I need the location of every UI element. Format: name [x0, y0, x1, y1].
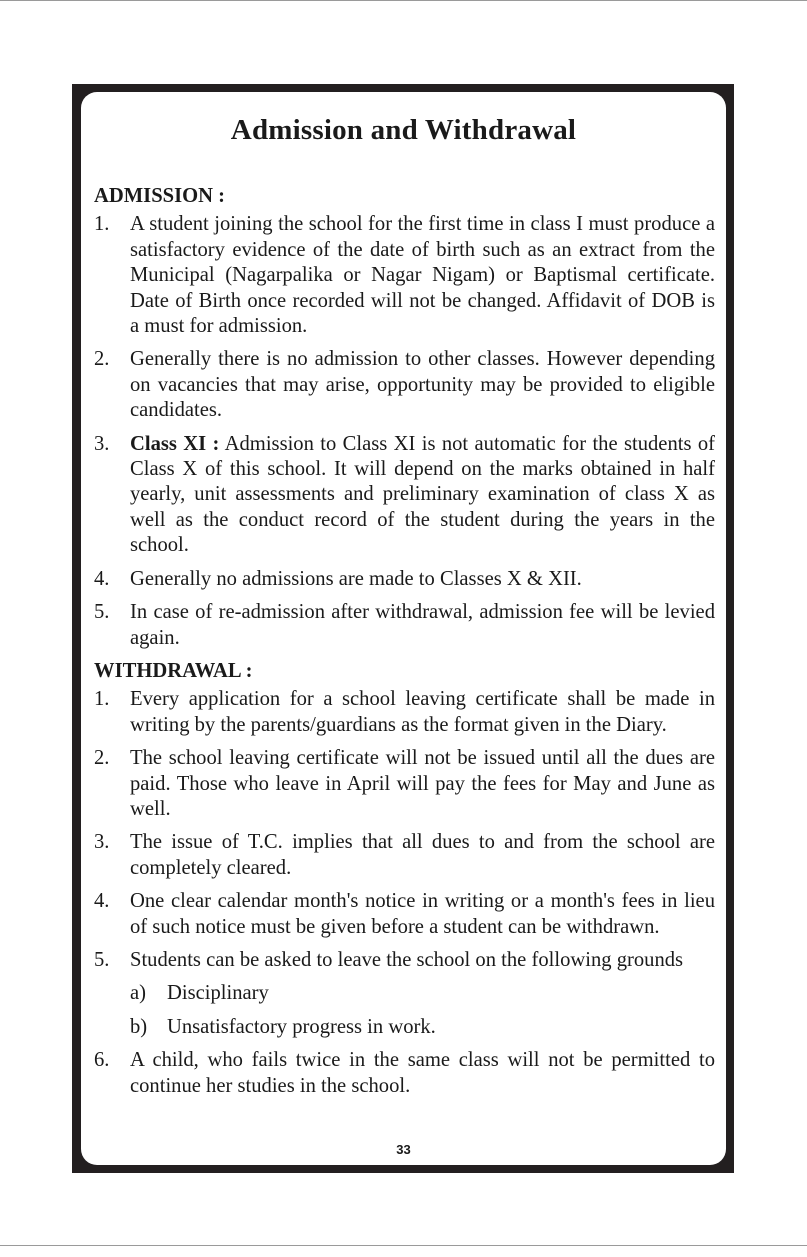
- item-number: 3.: [94, 432, 110, 455]
- admission-item-1: [94, 212, 715, 339]
- item-text: One clear calendar month's notice in writing or a month's fees in lieu of such notice must be given before a student can be withdrawn.: [130, 890, 715, 938]
- item-text: The issue of T.C. implies that all dues to and from the school are completely cleared.: [130, 831, 715, 879]
- item-number: 4.: [94, 890, 110, 913]
- item-text: Students can be asked to leave the school on the following grounds: [130, 948, 684, 971]
- page-top-rule: [0, 0, 807, 1]
- admission-item-3: [94, 432, 715, 559]
- withdrawal-heading: WITHDRAWAL :: [94, 659, 253, 682]
- withdrawal-ground-b: [130, 1015, 715, 1040]
- item-number: 5.: [94, 948, 110, 971]
- item-text: The school leaving certificate will not be issued until all the dues are paid. Those who leave in April will pay the fees for May and June as well.: [130, 747, 715, 820]
- item-text: A child, who fails twice in the same class will not be permitted to continue her studies in the school.: [130, 1049, 715, 1097]
- page-bottom-rule: [0, 1245, 807, 1246]
- content-body: [94, 184, 715, 1107]
- sub-item-letter: a): [130, 982, 146, 1005]
- admission-heading: ADMISSION :: [94, 185, 226, 207]
- withdrawal-item-6: [94, 1048, 715, 1099]
- item-text: Admission to Class XI is not automatic for the students of Class X of this school. It will depend on the marks obtained in half yearly, unit assessments and preliminary examination of class X as well as the conduct record of the student during the years in the school.: [130, 432, 715, 557]
- item-text: Every application for a school leaving certificate shall be made in writing by the parents/guardians as the format given in the Diary.: [130, 688, 715, 736]
- admission-item-2: [94, 347, 715, 423]
- item-number: 2.: [94, 747, 110, 770]
- class-xi-label: Class XI :: [130, 432, 220, 455]
- withdrawal-item-3: [94, 830, 715, 881]
- item-text: In case of re-admission after withdrawal, admission fee will be levied again.: [130, 601, 715, 649]
- withdrawal-item-4: [94, 889, 715, 940]
- item-number: 3.: [94, 831, 110, 854]
- item-text: A student joining the school for the first time in class I must produce a satisfactory evidence of the date of birth such as an extract from the Municipal (Nagarpalika or Nagar Nigam) or Baptismal certificate. Date of Birth once recorded will not be changed. Affidavit of DOB is a must for admission.: [130, 213, 715, 338]
- item-text-with-label: [130, 432, 715, 559]
- sub-item-text: Unsatisfactory progress in work.: [167, 1015, 436, 1038]
- withdrawal-item-5: [94, 948, 715, 973]
- content-panel: [81, 92, 726, 1165]
- admission-item-5: [94, 600, 715, 651]
- admission-item-4: [94, 567, 715, 592]
- page-border-frame: [72, 84, 734, 1173]
- sub-item-text: Disciplinary: [167, 982, 269, 1005]
- item-number: 6.: [94, 1049, 110, 1072]
- withdrawal-ground-a: [130, 981, 715, 1006]
- item-number: 4.: [94, 567, 110, 590]
- item-number: 2.: [94, 348, 110, 371]
- item-number: 5.: [94, 601, 110, 624]
- item-number: 1.: [94, 213, 110, 236]
- item-number: 1.: [94, 688, 110, 711]
- withdrawal-item-2: [94, 746, 715, 822]
- sub-item-letter: b): [130, 1015, 148, 1038]
- withdrawal-item-1: [94, 687, 715, 738]
- page-number: 33: [396, 1142, 411, 1157]
- item-text: Generally no admissions are made to Classes X & XII.: [130, 567, 582, 590]
- page-title: Admission and Withdrawal: [230, 114, 577, 146]
- item-text: Generally there is no admission to other classes. However depending on vacancies that may arise, opportunity may be provided to eligible candidates.: [130, 348, 715, 422]
